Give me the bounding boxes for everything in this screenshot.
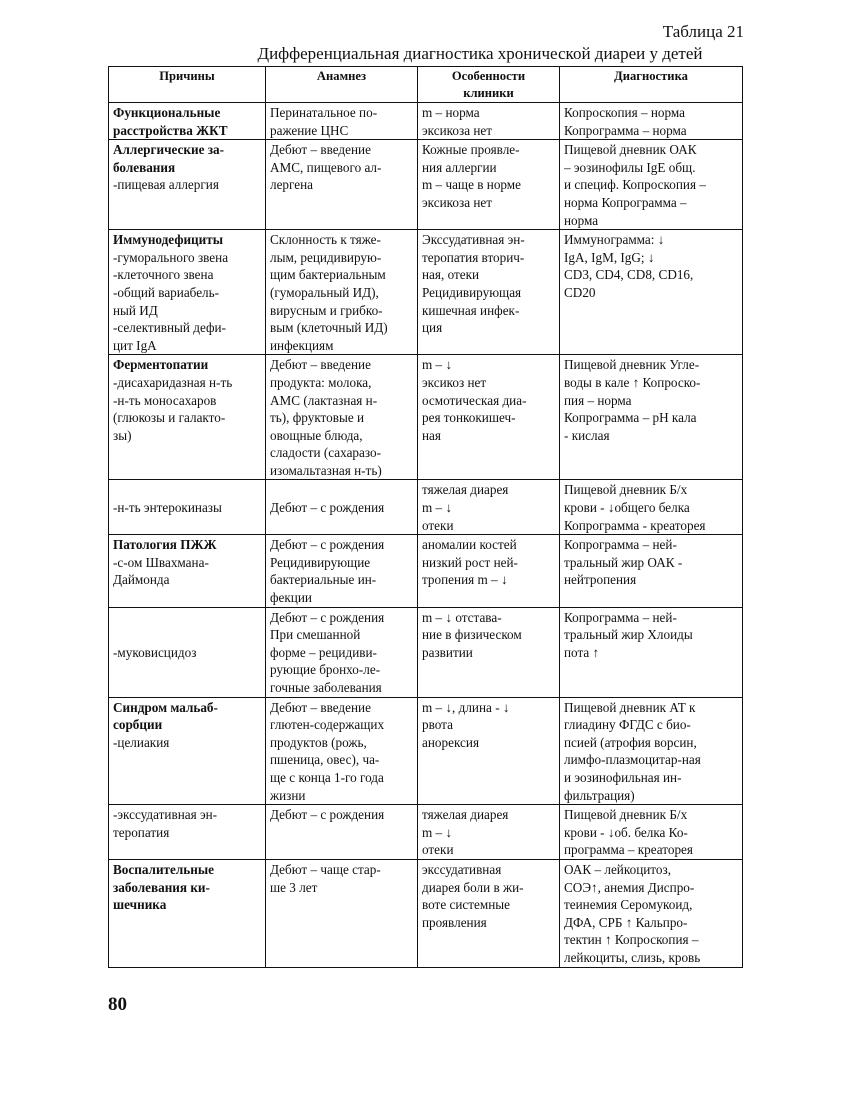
cell-line: Рецидивирующие bbox=[270, 554, 371, 570]
cell-line: Пищевой дневник Б/х bbox=[564, 807, 688, 823]
cell-line: ше 3 лет bbox=[270, 879, 318, 895]
cell-line: гочные заболевания bbox=[270, 680, 382, 695]
page-title: Дифференциальная диагностика хронической диареи у детей bbox=[257, 44, 703, 63]
cell-line: эксикоз нет bbox=[422, 374, 487, 390]
cell-line: норма bbox=[564, 212, 599, 228]
cell-line: Кожные проявле- bbox=[422, 142, 520, 158]
cell-line: -н-ть моносахаров bbox=[113, 392, 217, 408]
cell-line: Иммунодефициты bbox=[113, 232, 224, 248]
cell-line: глютен-содержащих bbox=[270, 717, 385, 733]
cell-line: Копрограмма – pH кала bbox=[564, 410, 697, 426]
cell-line: фильтрация) bbox=[564, 787, 635, 803]
cell-anamnesis bbox=[266, 607, 418, 697]
cell-clinic bbox=[418, 140, 560, 230]
cell-line: Ферментопатии bbox=[113, 357, 209, 373]
column-header-clinic: Особенности клиники bbox=[418, 67, 560, 103]
cell-line: тральный жир Хлоиды bbox=[564, 627, 693, 643]
cell-line: лергена bbox=[270, 177, 314, 193]
cell-line: крови - ↓общего белка bbox=[564, 500, 690, 516]
cell-line: изомальтазная н-ть) bbox=[270, 462, 382, 478]
cell-line: IgA, IgM, IgG; ↓ bbox=[564, 249, 655, 265]
page-number: 80 bbox=[108, 994, 127, 1015]
cell-clinic bbox=[418, 859, 560, 967]
cell-line: форме – рецидиви- bbox=[270, 644, 377, 660]
cell-line: АМС, пищевого ал- bbox=[270, 159, 382, 175]
cell-causes bbox=[109, 480, 266, 535]
column-header-diagnostics: Диагностика bbox=[560, 67, 743, 103]
cell-line: Пищевой дневник ОАК bbox=[564, 142, 697, 158]
cell-line: пия – норма bbox=[564, 392, 632, 408]
cell-line: норма Копрограмма – bbox=[564, 194, 687, 210]
cell-line: ная bbox=[422, 427, 441, 443]
cell-line: m – норма bbox=[422, 105, 480, 120]
cell-line: воте системные bbox=[422, 897, 510, 913]
cell-line: овощные блюда, bbox=[270, 427, 363, 443]
cell-line: эксикоза нет bbox=[422, 194, 493, 210]
cell-line: ция bbox=[422, 320, 443, 336]
cell-anamnesis bbox=[266, 355, 418, 480]
cell-line: псией (атрофия ворсин, bbox=[564, 734, 697, 750]
cell-line: лимфо-плазмоцитар-ная bbox=[564, 752, 701, 768]
cell-line: Рецидивирующая bbox=[422, 284, 522, 300]
table-row bbox=[109, 355, 743, 480]
cell-line: ть), фруктовые и bbox=[270, 410, 365, 426]
cell-line: – эозинофилы IgE общ. bbox=[564, 159, 696, 175]
cell-line: -клеточного звена bbox=[113, 267, 214, 283]
cell-line: ный ИД bbox=[113, 302, 158, 318]
table-label: Таблица 21 bbox=[662, 22, 744, 41]
cell-anamnesis bbox=[266, 805, 418, 860]
column-header-causes: Причины bbox=[109, 67, 266, 103]
cell-clinic bbox=[418, 480, 560, 535]
cell-line: АМС (лактазная н- bbox=[270, 392, 378, 408]
cell-line: -муковисцидоз bbox=[113, 644, 197, 660]
cell-anamnesis bbox=[266, 697, 418, 805]
cell-line: Копрограмма – норма bbox=[564, 122, 687, 138]
cell-line: анорексия bbox=[422, 734, 480, 750]
cell-line: ражение ЦНС bbox=[270, 122, 349, 138]
diagnosis-table bbox=[108, 66, 743, 968]
cell-line: сладости (сахаразо- bbox=[270, 445, 381, 461]
cell-line: СОЭ↑, анемия Диспро- bbox=[564, 879, 695, 895]
table-header-row bbox=[109, 67, 743, 103]
cell-line: лейкоциты, слизь, кровь bbox=[564, 949, 701, 965]
cell-line: тральный жир ОАК - bbox=[564, 554, 683, 570]
cell-line: болевания bbox=[113, 159, 176, 175]
cell-line: кишечная инфек- bbox=[422, 302, 520, 318]
cell-diagnostics bbox=[560, 859, 743, 967]
cell-line: Перинатальное по- bbox=[270, 105, 378, 120]
cell-line: продукта: молока, bbox=[270, 374, 372, 390]
cell-diagnostics bbox=[560, 480, 743, 535]
cell-line: диарея боли в жи- bbox=[422, 879, 524, 895]
cell-line: -с-ом Швахмана- bbox=[113, 554, 209, 570]
cell-causes bbox=[109, 697, 266, 805]
cell-line: крови - ↓об. белка Ко- bbox=[564, 824, 688, 840]
cell-line: (глюкозы и галакто- bbox=[113, 410, 226, 426]
cell-line: Дебют – с рождения bbox=[270, 807, 385, 823]
cell-line: Пищевой дневник Б/х bbox=[564, 482, 688, 498]
cell-line: m – ↓ bbox=[422, 824, 453, 840]
cell-line: вым (клеточный ИД) bbox=[270, 320, 388, 336]
cell-line: заболевания ки- bbox=[113, 879, 210, 895]
cell-line: ще с конца 1-го года bbox=[270, 769, 384, 785]
cell-line: -дисахаридазная н-ть bbox=[113, 374, 233, 390]
cell-line: m – ↓, длина - ↓ bbox=[422, 699, 510, 715]
cell-line: -гуморального звена bbox=[113, 249, 229, 265]
cell-line: бактериальные ин- bbox=[270, 572, 377, 588]
cell-clinic bbox=[418, 355, 560, 480]
cell-line: Копроскопия – норма bbox=[564, 105, 686, 120]
cell-line: -общий вариабель- bbox=[113, 284, 220, 300]
cell-line: и специф. Копроскопия – bbox=[564, 177, 706, 193]
cell-anamnesis bbox=[266, 859, 418, 967]
cell-line: m – чаще в норме bbox=[422, 177, 522, 193]
cell-line: тропения m – ↓ bbox=[422, 572, 508, 588]
table-row bbox=[109, 535, 743, 607]
cell-line: Пищевой дневник Угле- bbox=[564, 357, 700, 373]
cell-line: продуктов (рожь, bbox=[270, 734, 367, 750]
cell-clinic bbox=[418, 230, 560, 355]
cell-line: Воспалительные bbox=[113, 861, 214, 877]
cell-diagnostics bbox=[560, 805, 743, 860]
cell-line: отеки bbox=[422, 517, 454, 533]
cell-line: CD3, CD4, CD8, CD16, bbox=[564, 267, 694, 283]
cell-anamnesis bbox=[266, 103, 418, 140]
cell-line: -селективный дефи- bbox=[113, 320, 226, 336]
cell-line: инфекциям bbox=[270, 337, 334, 353]
cell-line: тяжелая диарея bbox=[422, 807, 509, 823]
table-row bbox=[109, 697, 743, 805]
cell-causes bbox=[109, 535, 266, 607]
table-row bbox=[109, 230, 743, 355]
table-row bbox=[109, 103, 743, 140]
cell-line: рвота bbox=[422, 717, 453, 733]
table-row bbox=[109, 805, 743, 860]
cell-line: ние в физическом bbox=[422, 627, 522, 643]
cell-line: ДФА, СРБ ↑ Кальпро- bbox=[564, 914, 688, 930]
cell-line: Патология ПЖЖ bbox=[113, 537, 217, 553]
cell-line: Функциональные bbox=[113, 105, 221, 120]
cell-anamnesis bbox=[266, 480, 418, 535]
cell-line: сорбции bbox=[113, 717, 163, 733]
cell-line: теропатия bbox=[113, 824, 170, 840]
cell-line: CD20 bbox=[564, 284, 596, 300]
cell-diagnostics bbox=[560, 355, 743, 480]
cell-line: воды в кале ↑ Копроско- bbox=[564, 374, 701, 390]
cell-line: -целиакия bbox=[113, 734, 170, 750]
cell-line: лым, рецидивирую- bbox=[270, 249, 382, 265]
cell-line: тектин ↑ Копроскопия – bbox=[564, 932, 699, 948]
cell-causes bbox=[109, 103, 266, 140]
cell-line: Экссудативная эн- bbox=[422, 232, 525, 248]
cell-line: ния аллергии bbox=[422, 159, 497, 175]
cell-line: Дебют – с рождения bbox=[270, 500, 385, 516]
cell-line: ная, отеки bbox=[422, 267, 480, 283]
cell-line: ОАК – лейкоцитоз, bbox=[564, 861, 671, 877]
cell-line: осмотическая диа- bbox=[422, 392, 527, 408]
cell-diagnostics bbox=[560, 607, 743, 697]
cell-line: Аллергические за- bbox=[113, 142, 225, 158]
cell-line: теропатия вторич- bbox=[422, 249, 525, 265]
cell-line: Дебют – введение bbox=[270, 699, 371, 715]
cell-clinic bbox=[418, 103, 560, 140]
cell-diagnostics bbox=[560, 697, 743, 805]
cell-line: фекции bbox=[270, 590, 312, 606]
cell-line: шечника bbox=[113, 897, 167, 913]
cell-line: рующие бронхо-ле- bbox=[270, 662, 381, 678]
column-header-anamnesis: Анамнез bbox=[266, 67, 418, 103]
cell-diagnostics bbox=[560, 103, 743, 140]
cell-line: Дебют – введение bbox=[270, 142, 371, 158]
cell-causes bbox=[109, 355, 266, 480]
cell-line: рея тонкокишеч- bbox=[422, 410, 516, 426]
cell-clinic bbox=[418, 535, 560, 607]
table-row bbox=[109, 859, 743, 967]
cell-clinic bbox=[418, 805, 560, 860]
cell-line: Синдром мальаб- bbox=[113, 699, 218, 715]
cell-line: -пищевая аллергия bbox=[113, 177, 219, 193]
cell-line: нейтропения bbox=[564, 572, 637, 588]
cell-diagnostics bbox=[560, 140, 743, 230]
cell-line: развитии bbox=[422, 644, 473, 660]
cell-line: Дебют – с рождения bbox=[270, 609, 385, 625]
cell-anamnesis bbox=[266, 140, 418, 230]
cell-causes bbox=[109, 805, 266, 860]
cell-line: m – ↓ bbox=[422, 500, 453, 516]
cell-line: экссудативная bbox=[422, 861, 502, 877]
cell-line: глиадину ФГДС с био- bbox=[564, 717, 691, 733]
cell-line: Склонность к тяже- bbox=[270, 232, 381, 248]
cell-line: зы) bbox=[113, 427, 132, 443]
cell-line: щим бактериальным bbox=[270, 267, 386, 283]
cell-line: эксикоза нет bbox=[422, 122, 493, 138]
cell-line: При смешанной bbox=[270, 627, 361, 643]
cell-line: расстройства ЖКТ bbox=[113, 122, 228, 138]
cell-line: тяжелая диарея bbox=[422, 482, 509, 498]
cell-line: (гуморальный ИД), bbox=[270, 284, 379, 300]
cell-line: пшеница, овес), ча- bbox=[270, 752, 380, 768]
cell-clinic bbox=[418, 697, 560, 805]
cell-causes bbox=[109, 140, 266, 230]
cell-line: программа – креаторея bbox=[564, 842, 693, 858]
cell-anamnesis bbox=[266, 230, 418, 355]
cell-line: m – ↓ отстава- bbox=[422, 609, 502, 625]
cell-line: -экссудативная эн- bbox=[113, 807, 218, 823]
cell-line: проявления bbox=[422, 914, 487, 930]
cell-line: Дебют – введение bbox=[270, 357, 371, 373]
cell-line: -н-ть энтерокиназы bbox=[113, 500, 222, 516]
cell-line: отеки bbox=[422, 842, 454, 858]
cell-line: жизни bbox=[270, 787, 306, 803]
cell-diagnostics bbox=[560, 230, 743, 355]
cell-line: теинемия Серомукоид, bbox=[564, 897, 693, 913]
cell-line: Копрограмма - креаторея bbox=[564, 517, 706, 533]
cell-line: - кислая bbox=[564, 427, 610, 443]
cell-line: Пищевой дневник АТ к bbox=[564, 699, 696, 715]
cell-line: Даймонда bbox=[113, 572, 170, 588]
cell-line: Дебют – чаще стар- bbox=[270, 861, 381, 877]
cell-line: низкий рост ней- bbox=[422, 554, 518, 570]
cell-line: и эозинофильная ин- bbox=[564, 769, 682, 785]
table-row bbox=[109, 480, 743, 535]
cell-causes bbox=[109, 607, 266, 697]
cell-diagnostics bbox=[560, 535, 743, 607]
table-row bbox=[109, 140, 743, 230]
cell-line: вирусным и грибко- bbox=[270, 302, 383, 318]
cell-line: пота ↑ bbox=[564, 644, 600, 660]
table-body bbox=[109, 103, 743, 968]
cell-anamnesis bbox=[266, 535, 418, 607]
cell-line: Копрограмма – ней- bbox=[564, 609, 677, 625]
cell-line: m – ↓ bbox=[422, 357, 453, 373]
cell-clinic bbox=[418, 607, 560, 697]
cell-line: цит IgA bbox=[113, 337, 157, 353]
cell-line: аномалии костей bbox=[422, 537, 517, 553]
table-row bbox=[109, 607, 743, 697]
cell-line: Копрограмма – ней- bbox=[564, 537, 677, 553]
cell-line: Иммунограмма: ↓ bbox=[564, 232, 665, 248]
cell-causes bbox=[109, 859, 266, 967]
cell-causes bbox=[109, 230, 266, 355]
cell-line: Дебют – с рождения bbox=[270, 537, 385, 553]
